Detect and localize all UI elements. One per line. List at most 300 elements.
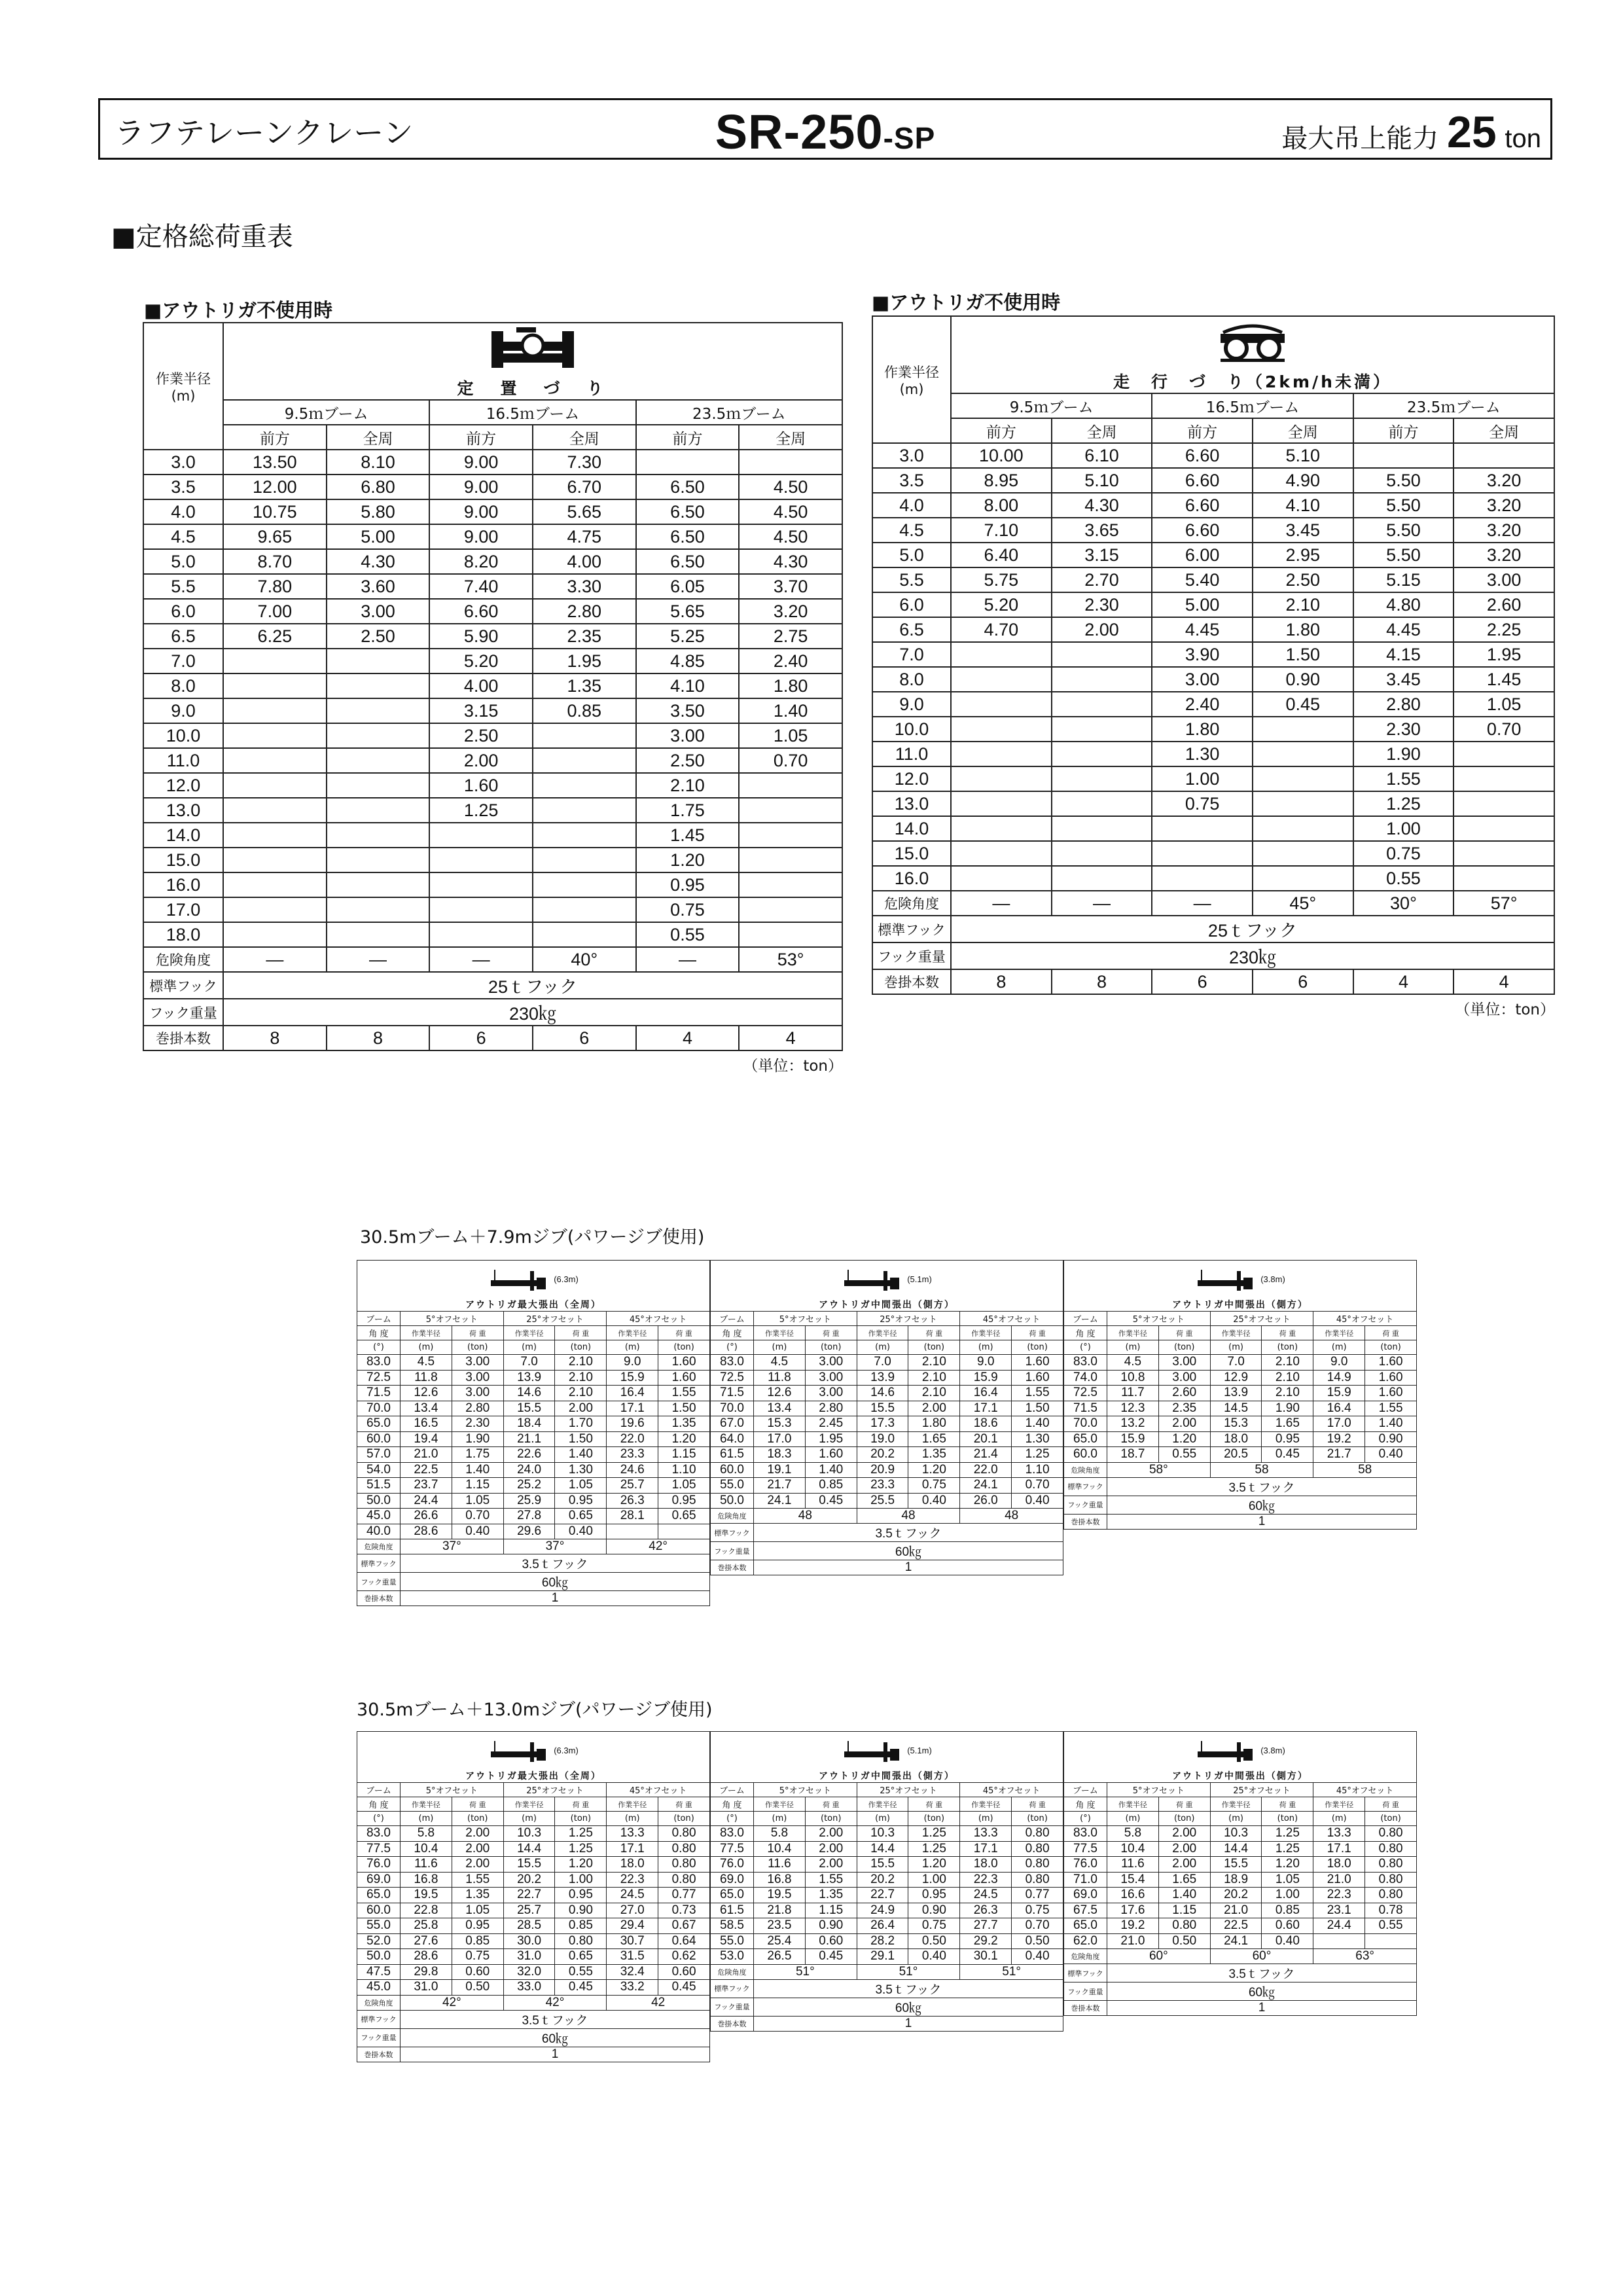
load-cell: 0.55 [1158,1447,1210,1463]
load-cell: 2.10 [555,1386,607,1401]
direction-header: 前方 [1353,418,1454,443]
boom-angle-cell: 67.5 [1064,1903,1107,1918]
radius-cell: 8.0 [872,667,951,692]
radius-cell: 11.6 [1107,1857,1159,1873]
mode-label: 定 置 づ り [223,376,842,400]
table-row [711,1416,1063,1432]
table-row [711,1903,1063,1918]
table-row [872,518,1554,543]
radius-cell: 6.5 [872,617,951,642]
radius-cell: 22.8 [401,1903,452,1918]
load-cell: 1.25 [908,1841,960,1857]
load-cell [223,673,327,698]
jib-length: (6.3m) [554,1745,579,1755]
max-capacity [1281,107,1541,158]
load-cell: 2.10 [555,1355,607,1371]
radius-cell: 21.0 [401,1447,452,1463]
load-cell: 0.90 [555,1903,607,1918]
load-unit: (ton) [908,1340,960,1355]
hook-weight-label: フック重量 [1064,1982,1107,2001]
load-unit: (ton) [805,1812,857,1826]
load-cell: 1.05 [739,723,842,748]
offset-header: 25°オフセット [503,1312,607,1326]
table-row [711,1478,1063,1494]
radius-cell: 31.5 [607,1949,658,1965]
load-cell: 0.60 [452,1964,503,1980]
load-cell: 0.40 [1365,1447,1417,1463]
radius-cell: 29.4 [607,1918,658,1934]
load-label: 荷 重 [1012,1797,1063,1812]
radius-cell: 14.0 [872,816,951,841]
radius-cell: 24.1 [1210,1933,1262,1949]
boom-angle-cell: 74.0 [1064,1370,1107,1386]
direction-header: 前方 [951,418,1052,443]
load-cell: 1.95 [1454,642,1554,667]
radius-cell: 21.4 [960,1447,1012,1463]
load-cell: 1.60 [1012,1370,1063,1386]
load-cell: 1.90 [1353,742,1454,766]
radius-unit: (m) [171,388,196,404]
table-row [357,1857,710,1873]
jib-icon-cell [1064,1732,1417,1769]
load-cell [1253,766,1353,791]
load-cell: 0.78 [1365,1903,1417,1918]
danger-angle-label: 危険角度 [1064,1462,1107,1477]
radius-cell: 14.6 [857,1386,908,1401]
boom-angle-cell: 61.5 [711,1903,754,1918]
boom-angle-cell: 70.0 [1064,1416,1107,1432]
load-cell: 2.00 [1158,1841,1210,1857]
table-row [143,848,842,872]
radius-cell: 28.6 [401,1524,452,1539]
hook-value: 3.5ｔフック [401,1554,710,1573]
table-row [143,798,842,823]
table-row [1064,1401,1417,1416]
radius-label: 作業半径 [1313,1326,1365,1340]
load-cell: 0.64 [658,1933,710,1949]
radius-cell: 25.2 [503,1478,555,1494]
radius-cell: 26.5 [754,1949,806,1965]
outrigger-mode: アウトリガ最大張出（全周） [357,1297,710,1312]
load-cell: 2.30 [452,1416,503,1432]
load-cell: 6.50 [636,549,740,574]
radius-label: 作業半径 [960,1326,1012,1340]
load-cell: 1.75 [452,1447,503,1463]
load-cell: 4.70 [951,617,1052,642]
load-cell [739,848,842,872]
radius-cell: 18.0 [1210,1431,1262,1447]
table-row [872,841,1554,866]
load-cell: 1.20 [1262,1857,1313,1873]
radius-unit: (m) [401,1812,452,1826]
load-label: 荷 重 [1365,1797,1417,1812]
hook-label: 標準フック [357,1554,401,1573]
load-cell: 1.60 [805,1447,857,1463]
radius-cell: 33.0 [503,1980,555,1996]
boom-angle-cell: 57.0 [357,1447,401,1463]
load-cell: 0.85 [533,698,636,723]
load-cell: 0.85 [805,1478,857,1494]
load-cell: 0.95 [555,1888,607,1903]
radius-cell: 15.5 [857,1401,908,1416]
jib-table [710,1260,1063,1575]
angle-label: 角 度 [711,1326,754,1340]
hook-weight-label: フック重量 [872,942,951,969]
load-cell [951,841,1052,866]
load-cell: 3.45 [1353,667,1454,692]
capacity-unit: ton [1505,124,1541,153]
load-cell: 1.20 [636,848,740,872]
radius-cell: 18.0 [1313,1857,1365,1873]
load-cell: 0.55 [1365,1918,1417,1934]
load-cell: 0.95 [908,1888,960,1903]
load-cell [223,922,327,947]
table-row [357,1949,710,1965]
radius-cell: 14.4 [503,1841,555,1857]
load-cell: 3.00 [452,1370,503,1386]
radius-cell [607,1524,658,1539]
load-cell: 0.80 [658,1841,710,1857]
table-row [711,1355,1063,1371]
load-cell [429,848,533,872]
load-cell: 1.55 [1012,1386,1063,1401]
radius-cell: 12.0 [143,773,223,798]
radius-cell: 17.1 [960,1841,1012,1857]
table-row [143,649,842,673]
load-cell: 2.95 [1253,543,1353,567]
table-row [711,1888,1063,1903]
load-cell: 7.10 [951,518,1052,543]
crane-fixed-icon [490,325,575,370]
load-cell: 0.75 [636,897,740,922]
offset-header: 25°オフセット [1210,1312,1313,1326]
table-row [1064,1903,1417,1918]
load-cell [1052,866,1152,891]
table-row [872,717,1554,742]
radius-cell: 19.6 [607,1416,658,1432]
radius-unit: (m) [1313,1812,1365,1826]
load-cell: 0.80 [1012,1857,1063,1873]
load-cell: 0.55 [555,1964,607,1980]
load-cell [739,922,842,947]
load-cell: 0.80 [1158,1918,1210,1934]
load-cell [223,723,327,748]
table-row [1064,1933,1417,1949]
jib-set-title: 30.5mブーム＋7.9mジブ(パワージブ使用) [360,1227,705,1247]
load-cell: 2.75 [739,624,842,649]
load-cell: 2.00 [805,1841,857,1857]
radius-label: 作業半径 [1107,1326,1159,1340]
degree-unit: (°) [1064,1812,1107,1826]
table-row [1064,1841,1417,1857]
load-cell [951,742,1052,766]
load-cell: 1.60 [658,1370,710,1386]
radius-cell: 17.1 [607,1401,658,1416]
load-cell [223,823,327,848]
danger-angle-cell: 45° [1253,891,1353,916]
radius-unit: (m) [899,382,924,397]
reeving-cell: 4 [739,1026,842,1050]
table-row [711,1841,1063,1857]
boom-angle-cell: 77.5 [357,1841,401,1857]
table-row [1064,1355,1417,1371]
load-cell [429,872,533,897]
hook-weight-value: 60㎏ [754,1998,1063,2016]
danger-angle-cell: — [1152,891,1253,916]
reeving-cell: 4 [1353,969,1454,994]
load-cell: 0.95 [658,1493,710,1509]
boom-angle-cell: 50.0 [711,1493,754,1509]
load-cell: 0.75 [908,1478,960,1494]
load-label: 荷 重 [1262,1326,1313,1340]
reeving-cell: 8 [1052,969,1152,994]
hook-weight-value: 60㎏ [1107,1496,1417,1514]
load-cell [951,816,1052,841]
load-cell: 8.10 [327,450,430,475]
load-cell: 1.15 [805,1903,857,1918]
load-cell: 2.35 [1158,1401,1210,1416]
load-cell [327,798,430,823]
reeving-value: 1 [1107,1514,1417,1529]
direction-header: 前方 [223,425,327,450]
radius-cell: 25.4 [754,1933,806,1949]
load-cell: 2.10 [908,1386,960,1401]
capacity-label: 最大吊上能力 [1281,124,1439,154]
table-row [872,468,1554,493]
load-cell: 0.60 [658,1964,710,1980]
danger-angle-cell: 30° [1353,891,1454,916]
radius-cell: 13.9 [857,1370,908,1386]
crane-travel-icon-cell [951,316,1554,369]
boom-angle-cell: 76.0 [711,1857,754,1873]
table-row [872,543,1554,567]
load-cell: 3.90 [1152,642,1253,667]
hook-weight-label: フック重量 [357,1573,401,1591]
load-label: 荷 重 [555,1797,607,1812]
load-cell: 0.40 [1012,1493,1063,1509]
load-cell: 7.30 [533,450,636,475]
radius-cell: 3.0 [143,450,223,475]
load-cell: 4.30 [327,549,430,574]
table-row [711,1949,1063,1965]
radius-cell: 19.1 [754,1462,806,1478]
table-row [143,897,842,922]
load-cell: 2.35 [533,624,636,649]
danger-angle-label: 危険角度 [357,1539,401,1554]
radius-cell: 18.6 [960,1416,1012,1432]
boom-angle-cell: 83.0 [357,1826,401,1842]
load-label: 荷 重 [658,1326,710,1340]
radius-cell: 25.7 [607,1478,658,1494]
offset-header: 45°オフセット [607,1312,710,1326]
angle-label: 角 度 [1064,1797,1107,1812]
table-row [711,1386,1063,1401]
load-unit: (ton) [1012,1340,1063,1355]
radius-cell [1313,1933,1365,1949]
load-cell: 3.00 [805,1370,857,1386]
direction-header: 全周 [739,425,842,450]
load-cell: 7.40 [429,574,533,599]
load-cell: 1.45 [1454,667,1554,692]
load-cell: 0.45 [1253,692,1353,717]
radius-cell: 21.8 [754,1903,806,1918]
offset-header: 5°オフセット [401,1312,504,1326]
load-cell [951,642,1052,667]
boom-angle-cell: 65.0 [1064,1918,1107,1934]
load-cell [1052,742,1152,766]
boom-angle-cell: 55.0 [711,1478,754,1494]
load-cell: 3.20 [739,599,842,624]
boom-angle-cell: 50.0 [357,1493,401,1509]
load-cell: 1.95 [805,1431,857,1447]
load-unit: (ton) [1365,1812,1417,1826]
radius-cell: 26.3 [607,1493,658,1509]
load-cell: 3.00 [452,1355,503,1371]
reeving-cell: 4 [1454,969,1554,994]
load-cell [223,649,327,673]
radius-cell: 10.8 [1107,1370,1159,1386]
load-unit: (ton) [1365,1340,1417,1355]
radius-label: 作業半径 [401,1797,452,1812]
table-row [143,475,842,499]
load-cell: 1.40 [739,698,842,723]
boom-angle-cell: 77.5 [711,1841,754,1857]
radius-cell: 21.7 [1313,1447,1365,1463]
danger-angle-cell: 42° [607,1539,710,1554]
radius-cell: 23.7 [401,1478,452,1494]
load-cell: 1.55 [452,1872,503,1888]
load-cell: 2.00 [908,1401,960,1416]
load-cell: 2.00 [452,1826,503,1842]
radius-cell: 5.8 [754,1826,806,1842]
outrigger-mode: アウトリガ中間張出（側方） [711,1297,1063,1312]
load-cell: 3.60 [327,574,430,599]
radius-cell: 12.6 [401,1386,452,1401]
offset-header: 25°オフセット [503,1783,607,1797]
danger-angle-cell: 58 [1313,1462,1417,1477]
boom-angle-cell: 60.0 [711,1462,754,1478]
load-cell: 0.80 [1365,1888,1417,1903]
load-cell [429,922,533,947]
reeving-cell: 8 [223,1026,327,1050]
load-unit: (ton) [1262,1340,1313,1355]
table-row [357,1462,710,1478]
load-cell: 2.50 [636,748,740,773]
load-cell: 3.00 [636,723,740,748]
danger-angle-cell: 48 [857,1509,960,1524]
load-cell: 3.00 [1152,667,1253,692]
radius-cell: 16.8 [401,1872,452,1888]
capacity-value: 25 [1447,107,1497,157]
radius-cell: 16.0 [143,872,223,897]
load-cell: 1.00 [1152,766,1253,791]
offset-header: 25°オフセット [857,1312,960,1326]
load-cell [1052,667,1152,692]
load-cell [1454,742,1554,766]
radius-cell: 12.3 [1107,1401,1159,1416]
radius-cell: 32.0 [503,1964,555,1980]
radius-cell: 17.0 [754,1431,806,1447]
table-row [143,922,842,947]
radius-cell: 7.0 [1210,1355,1262,1371]
load-cell [327,922,430,947]
load-cell: 4.30 [1052,493,1152,518]
load-cell: 1.30 [555,1462,607,1478]
load-cell [1052,816,1152,841]
load-cell: 1.90 [1262,1401,1313,1416]
load-cell: 0.90 [908,1903,960,1918]
radius-cell: 30.1 [960,1949,1012,1965]
radius-cell: 22.7 [857,1888,908,1903]
radius-cell: 12.6 [754,1386,806,1401]
boom-label: ブーム [357,1783,401,1797]
load-cell: 0.80 [658,1872,710,1888]
load-cell [1052,766,1152,791]
crane-travel-icon [1217,319,1289,363]
radius-cell: 16.8 [754,1872,806,1888]
load-cell: 4.50 [739,499,842,524]
radius-cell: 27.7 [960,1918,1012,1934]
radius-cell: 7.0 [503,1355,555,1371]
table-row [143,773,842,798]
direction-header: 前方 [636,425,740,450]
load-cell: 10.00 [951,443,1052,468]
load-cell: 1.80 [739,673,842,698]
load-cell [1454,866,1554,891]
radius-cell: 16.4 [607,1386,658,1401]
radius-cell: 9.0 [1313,1355,1365,1371]
boom-angle-cell: 70.0 [711,1401,754,1416]
table-row [1064,1370,1417,1386]
table-row [357,1888,710,1903]
load-cell: 0.80 [1365,1857,1417,1873]
load-cell: 2.00 [805,1826,857,1842]
product-type: ラフテレーンクレーン [115,115,414,151]
load-cell [1253,791,1353,816]
load-cell: 0.70 [452,1509,503,1524]
load-cell: 1.30 [1152,742,1253,766]
reeving-cell: 8 [951,969,1052,994]
load-cell: 8.00 [951,493,1052,518]
table-row [357,1964,710,1980]
radius-unit: (m) [503,1340,555,1355]
radius-cell: 12.9 [1210,1370,1262,1386]
load-cell: 9.65 [223,524,327,549]
radius-cell: 26.3 [960,1903,1012,1918]
table-row [1064,1888,1417,1903]
load-cell: 0.73 [658,1903,710,1918]
danger-angle-cell: 53° [739,947,842,972]
radius-cell: 13.3 [1313,1826,1365,1842]
load-cell: 5.20 [429,649,533,673]
load-cell: 5.65 [636,599,740,624]
load-cell: 0.60 [805,1933,857,1949]
radius-cell: 16.4 [960,1386,1012,1401]
radius-cell: 9.0 [607,1355,658,1371]
load-cell: 5.10 [1253,443,1353,468]
radius-cell: 7.0 [872,642,951,667]
radius-cell: 10.3 [1210,1826,1262,1842]
load-cell: 5.65 [533,499,636,524]
reeving-label: 巻掛本数 [872,969,951,994]
offset-header: 5°オフセット [754,1783,857,1797]
load-cell [951,766,1052,791]
radius-cell: 10.4 [754,1841,806,1857]
radius-unit: (m) [401,1340,452,1355]
radius-cell: 18.0 [607,1857,658,1873]
radius-cell: 19.0 [857,1431,908,1447]
load-cell: 2.80 [533,599,636,624]
